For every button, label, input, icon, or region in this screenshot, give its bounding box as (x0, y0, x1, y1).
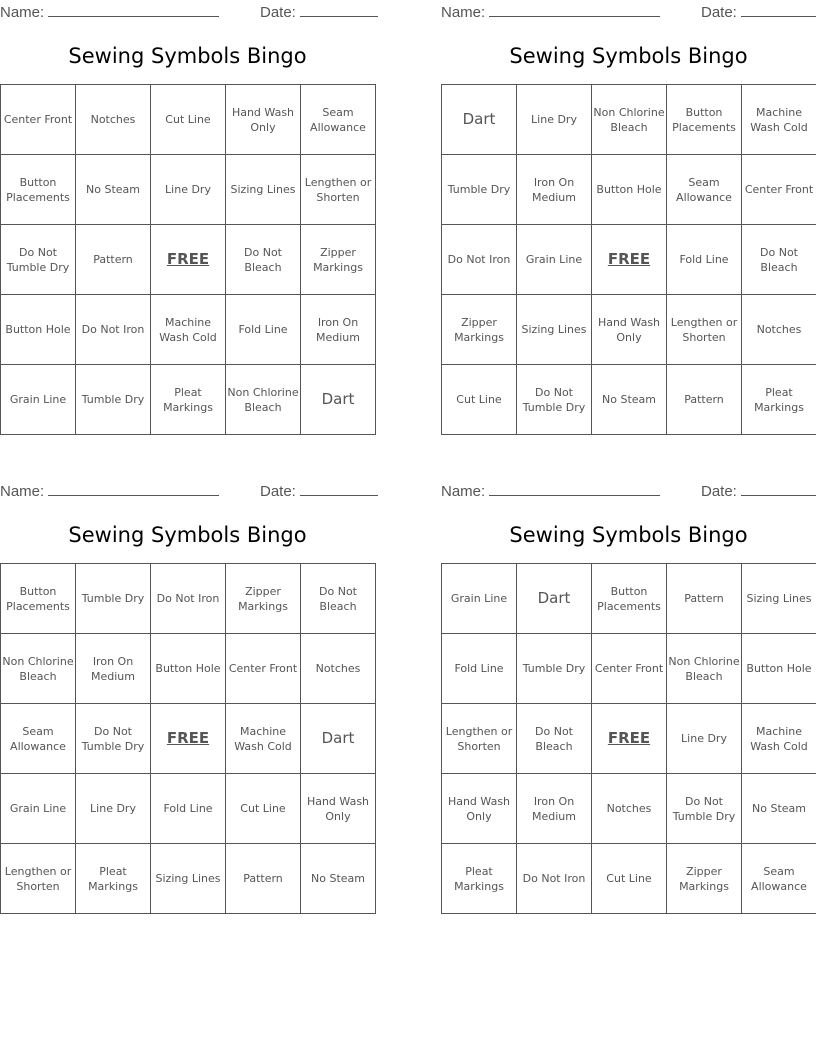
bingo-cell[interactable]: Grain Line (442, 564, 517, 634)
name-field[interactable] (441, 2, 660, 21)
bingo-cell[interactable]: Button Placements (1, 564, 76, 634)
name-label: Name: (441, 483, 486, 500)
bingo-cell[interactable]: Do Not Tumble Dry (76, 704, 151, 774)
date-blank-line[interactable] (741, 481, 816, 496)
bingo-cell[interactable]: No Steam (301, 844, 376, 914)
card-header (0, 1, 375, 23)
bingo-cell[interactable]: Lengthen or Shorten (1, 844, 76, 914)
bingo-card-4 (441, 480, 816, 920)
bingo-cell[interactable]: Dart (301, 365, 376, 435)
bingo-cell[interactable]: Center Front (226, 634, 301, 704)
name-label: Name: (441, 4, 486, 21)
bingo-cell[interactable]: Tumble Dry (517, 634, 592, 704)
bingo-cell[interactable]: Button Hole (151, 634, 226, 704)
grid-row (442, 85, 816, 155)
bingo-cell[interactable]: Button Hole (1, 295, 76, 365)
date-label: Date: (260, 4, 296, 21)
date-field[interactable] (260, 2, 378, 21)
bingo-cell[interactable]: No Steam (76, 155, 151, 225)
bingo-cell[interactable]: Center Front (742, 155, 816, 225)
grid-row (442, 564, 816, 634)
bingo-cell[interactable]: Zipper Markings (667, 844, 742, 914)
card-header (0, 480, 375, 502)
bingo-grid (441, 84, 816, 435)
name-blank-line[interactable] (48, 481, 219, 496)
bingo-cell[interactable]: Seam Allowance (301, 85, 376, 155)
date-label: Date: (260, 483, 296, 500)
bingo-cell[interactable]: Fold Line (442, 634, 517, 704)
bingo-cell[interactable]: Non Chlorine Bleach (226, 365, 301, 435)
bingo-cell[interactable]: Do Not Bleach (517, 704, 592, 774)
bingo-cell[interactable]: Lengthen or Shorten (667, 295, 742, 365)
grid-row (442, 634, 816, 704)
bingo-cell[interactable]: Button Hole (592, 155, 667, 225)
bingo-cell[interactable]: Button Placements (667, 85, 742, 155)
bingo-cell[interactable]: Do Not Iron (76, 295, 151, 365)
bingo-cell[interactable]: Do Not Iron (151, 564, 226, 634)
bingo-cell[interactable]: Hand Wash Only (442, 774, 517, 844)
bingo-cell[interactable]: Line Dry (517, 85, 592, 155)
bingo-cell[interactable]: Tumble Dry (76, 365, 151, 435)
bingo-cell[interactable]: Do Not Iron (517, 844, 592, 914)
bingo-cell[interactable]: Do Not Bleach (226, 225, 301, 295)
bingo-cell[interactable]: Dart (442, 85, 517, 155)
bingo-cell[interactable]: Hand Wash Only (592, 295, 667, 365)
bingo-cell[interactable]: Seam Allowance (1, 704, 76, 774)
bingo-cell[interactable]: Dart (517, 564, 592, 634)
bingo-cell[interactable]: Pleat Markings (742, 365, 816, 435)
grid-row (1, 774, 376, 844)
grid-row (442, 774, 816, 844)
grid-row (442, 155, 816, 225)
date-field[interactable] (701, 481, 816, 500)
name-blank-line[interactable] (489, 481, 660, 496)
bingo-cell[interactable]: Iron On Medium (76, 634, 151, 704)
grid-row (442, 365, 816, 435)
grid-row (442, 704, 816, 774)
bingo-cell[interactable]: Do Not Iron (442, 225, 517, 295)
bingo-cell[interactable]: Cut Line (442, 365, 517, 435)
bingo-cell[interactable]: Pattern (76, 225, 151, 295)
name-label: Name: (0, 483, 45, 500)
date-blank-line[interactable] (300, 481, 378, 496)
date-field[interactable] (701, 2, 816, 21)
bingo-cell[interactable]: Lengthen or Shorten (301, 155, 376, 225)
name-blank-line[interactable] (489, 2, 660, 17)
grid-row (1, 844, 376, 914)
bingo-cell[interactable]: Line Dry (76, 774, 151, 844)
bingo-cell[interactable]: Zipper Markings (442, 295, 517, 365)
grid-row (1, 155, 376, 225)
bingo-cell[interactable]: Seam Allowance (742, 844, 816, 914)
grid-row (1, 295, 376, 365)
bingo-card-2 (441, 1, 816, 441)
bingo-cell[interactable]: Sizing Lines (742, 564, 816, 634)
bingo-cell[interactable]: Cut Line (226, 774, 301, 844)
bingo-cell[interactable]: Line Dry (667, 704, 742, 774)
date-blank-line[interactable] (741, 2, 816, 17)
grid-row (1, 225, 376, 295)
bingo-cell[interactable]: Fold Line (226, 295, 301, 365)
bingo-cell[interactable]: No Steam (742, 774, 816, 844)
bingo-cell[interactable]: Sizing Lines (226, 155, 301, 225)
bingo-cell[interactable]: Button Placements (1, 155, 76, 225)
free-space-cell[interactable]: FREE (592, 704, 667, 774)
date-blank-line[interactable] (300, 2, 378, 17)
grid-row (1, 365, 376, 435)
grid-row (1, 704, 376, 774)
bingo-grid (0, 563, 376, 914)
bingo-cell[interactable]: Pattern (667, 365, 742, 435)
grid-row (1, 564, 376, 634)
bingo-cell[interactable]: Notches (592, 774, 667, 844)
bingo-cell[interactable]: Grain Line (1, 774, 76, 844)
card-title: Sewing Symbols Bingo (509, 523, 748, 547)
bingo-cell[interactable]: No Steam (592, 365, 667, 435)
bingo-cell[interactable]: Fold Line (667, 225, 742, 295)
card-header (441, 1, 816, 23)
bingo-cell[interactable]: Non Chlorine Bleach (1, 634, 76, 704)
bingo-cell[interactable]: Line Dry (151, 155, 226, 225)
grid-row (1, 634, 376, 704)
bingo-cell[interactable]: Do Not Bleach (742, 225, 816, 295)
bingo-cell[interactable]: Fold Line (151, 774, 226, 844)
name-field[interactable] (0, 2, 219, 21)
bingo-cell[interactable]: Iron On Medium (517, 774, 592, 844)
bingo-cell[interactable]: Pattern (667, 564, 742, 634)
bingo-cell[interactable]: Tumble Dry (76, 564, 151, 634)
bingo-cell[interactable]: Pattern (226, 844, 301, 914)
bingo-card-1 (0, 1, 375, 441)
card-title: Sewing Symbols Bingo (68, 44, 307, 68)
bingo-cell[interactable]: Cut Line (151, 85, 226, 155)
card-header (441, 480, 816, 502)
bingo-cell[interactable]: Grain Line (517, 225, 592, 295)
bingo-cell[interactable]: Zipper Markings (226, 564, 301, 634)
bingo-cell[interactable]: Seam Allowance (667, 155, 742, 225)
free-space-cell[interactable]: FREE (151, 704, 226, 774)
name-field[interactable] (0, 481, 219, 500)
bingo-cell[interactable]: Machine Wash Cold (151, 295, 226, 365)
free-space-cell[interactable]: FREE (592, 225, 667, 295)
bingo-cell[interactable]: Iron On Medium (301, 295, 376, 365)
bingo-cell[interactable]: Sizing Lines (151, 844, 226, 914)
bingo-cell[interactable]: Iron On Medium (517, 155, 592, 225)
date-label: Date: (701, 483, 737, 500)
bingo-cell[interactable]: Lengthen or Shorten (442, 704, 517, 774)
bingo-cell[interactable]: Hand Wash Only (301, 774, 376, 844)
name-field[interactable] (441, 481, 660, 500)
bingo-cell[interactable]: Sizing Lines (517, 295, 592, 365)
bingo-cell[interactable]: Machine Wash Cold (742, 85, 816, 155)
name-blank-line[interactable] (48, 2, 219, 17)
bingo-cell[interactable]: Notches (76, 85, 151, 155)
bingo-cell[interactable]: Non Chlorine Bleach (592, 85, 667, 155)
bingo-grid (0, 84, 376, 435)
bingo-cell[interactable]: Center Front (1, 85, 76, 155)
card-title: Sewing Symbols Bingo (68, 523, 307, 547)
bingo-cell[interactable]: Center Front (592, 634, 667, 704)
bingo-cell[interactable]: Machine Wash Cold (226, 704, 301, 774)
bingo-cell[interactable]: Dart (301, 704, 376, 774)
bingo-grid (441, 563, 816, 914)
bingo-cell[interactable]: Do Not Tumble Dry (667, 774, 742, 844)
bingo-cell[interactable]: Machine Wash Cold (742, 704, 816, 774)
grid-row (442, 225, 816, 295)
date-label: Date: (701, 4, 737, 21)
bingo-cell[interactable]: Button Placements (592, 564, 667, 634)
grid-row (442, 844, 816, 914)
bingo-cell[interactable]: Pleat Markings (442, 844, 517, 914)
bingo-cell[interactable]: Button Hole (742, 634, 816, 704)
bingo-cell[interactable]: Tumble Dry (442, 155, 517, 225)
bingo-cell[interactable]: Cut Line (592, 844, 667, 914)
bingo-cell[interactable]: Notches (301, 634, 376, 704)
bingo-cell[interactable]: Pleat Markings (151, 365, 226, 435)
bingo-cell[interactable]: Do Not Tumble Dry (517, 365, 592, 435)
bingo-cell[interactable]: Non Chlorine Bleach (667, 634, 742, 704)
grid-row (442, 295, 816, 365)
bingo-cell[interactable]: Pleat Markings (76, 844, 151, 914)
date-field[interactable] (260, 481, 378, 500)
bingo-cell[interactable]: Do Not Bleach (301, 564, 376, 634)
bingo-cell[interactable]: Do Not Tumble Dry (1, 225, 76, 295)
free-space-cell[interactable]: FREE (151, 225, 226, 295)
grid-row (1, 85, 376, 155)
bingo-card-3 (0, 480, 375, 920)
name-label: Name: (0, 4, 45, 21)
bingo-cell[interactable]: Notches (742, 295, 816, 365)
bingo-cell[interactable]: Zipper Markings (301, 225, 376, 295)
card-title: Sewing Symbols Bingo (509, 44, 748, 68)
bingo-cell[interactable]: Grain Line (1, 365, 76, 435)
bingo-cell[interactable]: Hand Wash Only (226, 85, 301, 155)
